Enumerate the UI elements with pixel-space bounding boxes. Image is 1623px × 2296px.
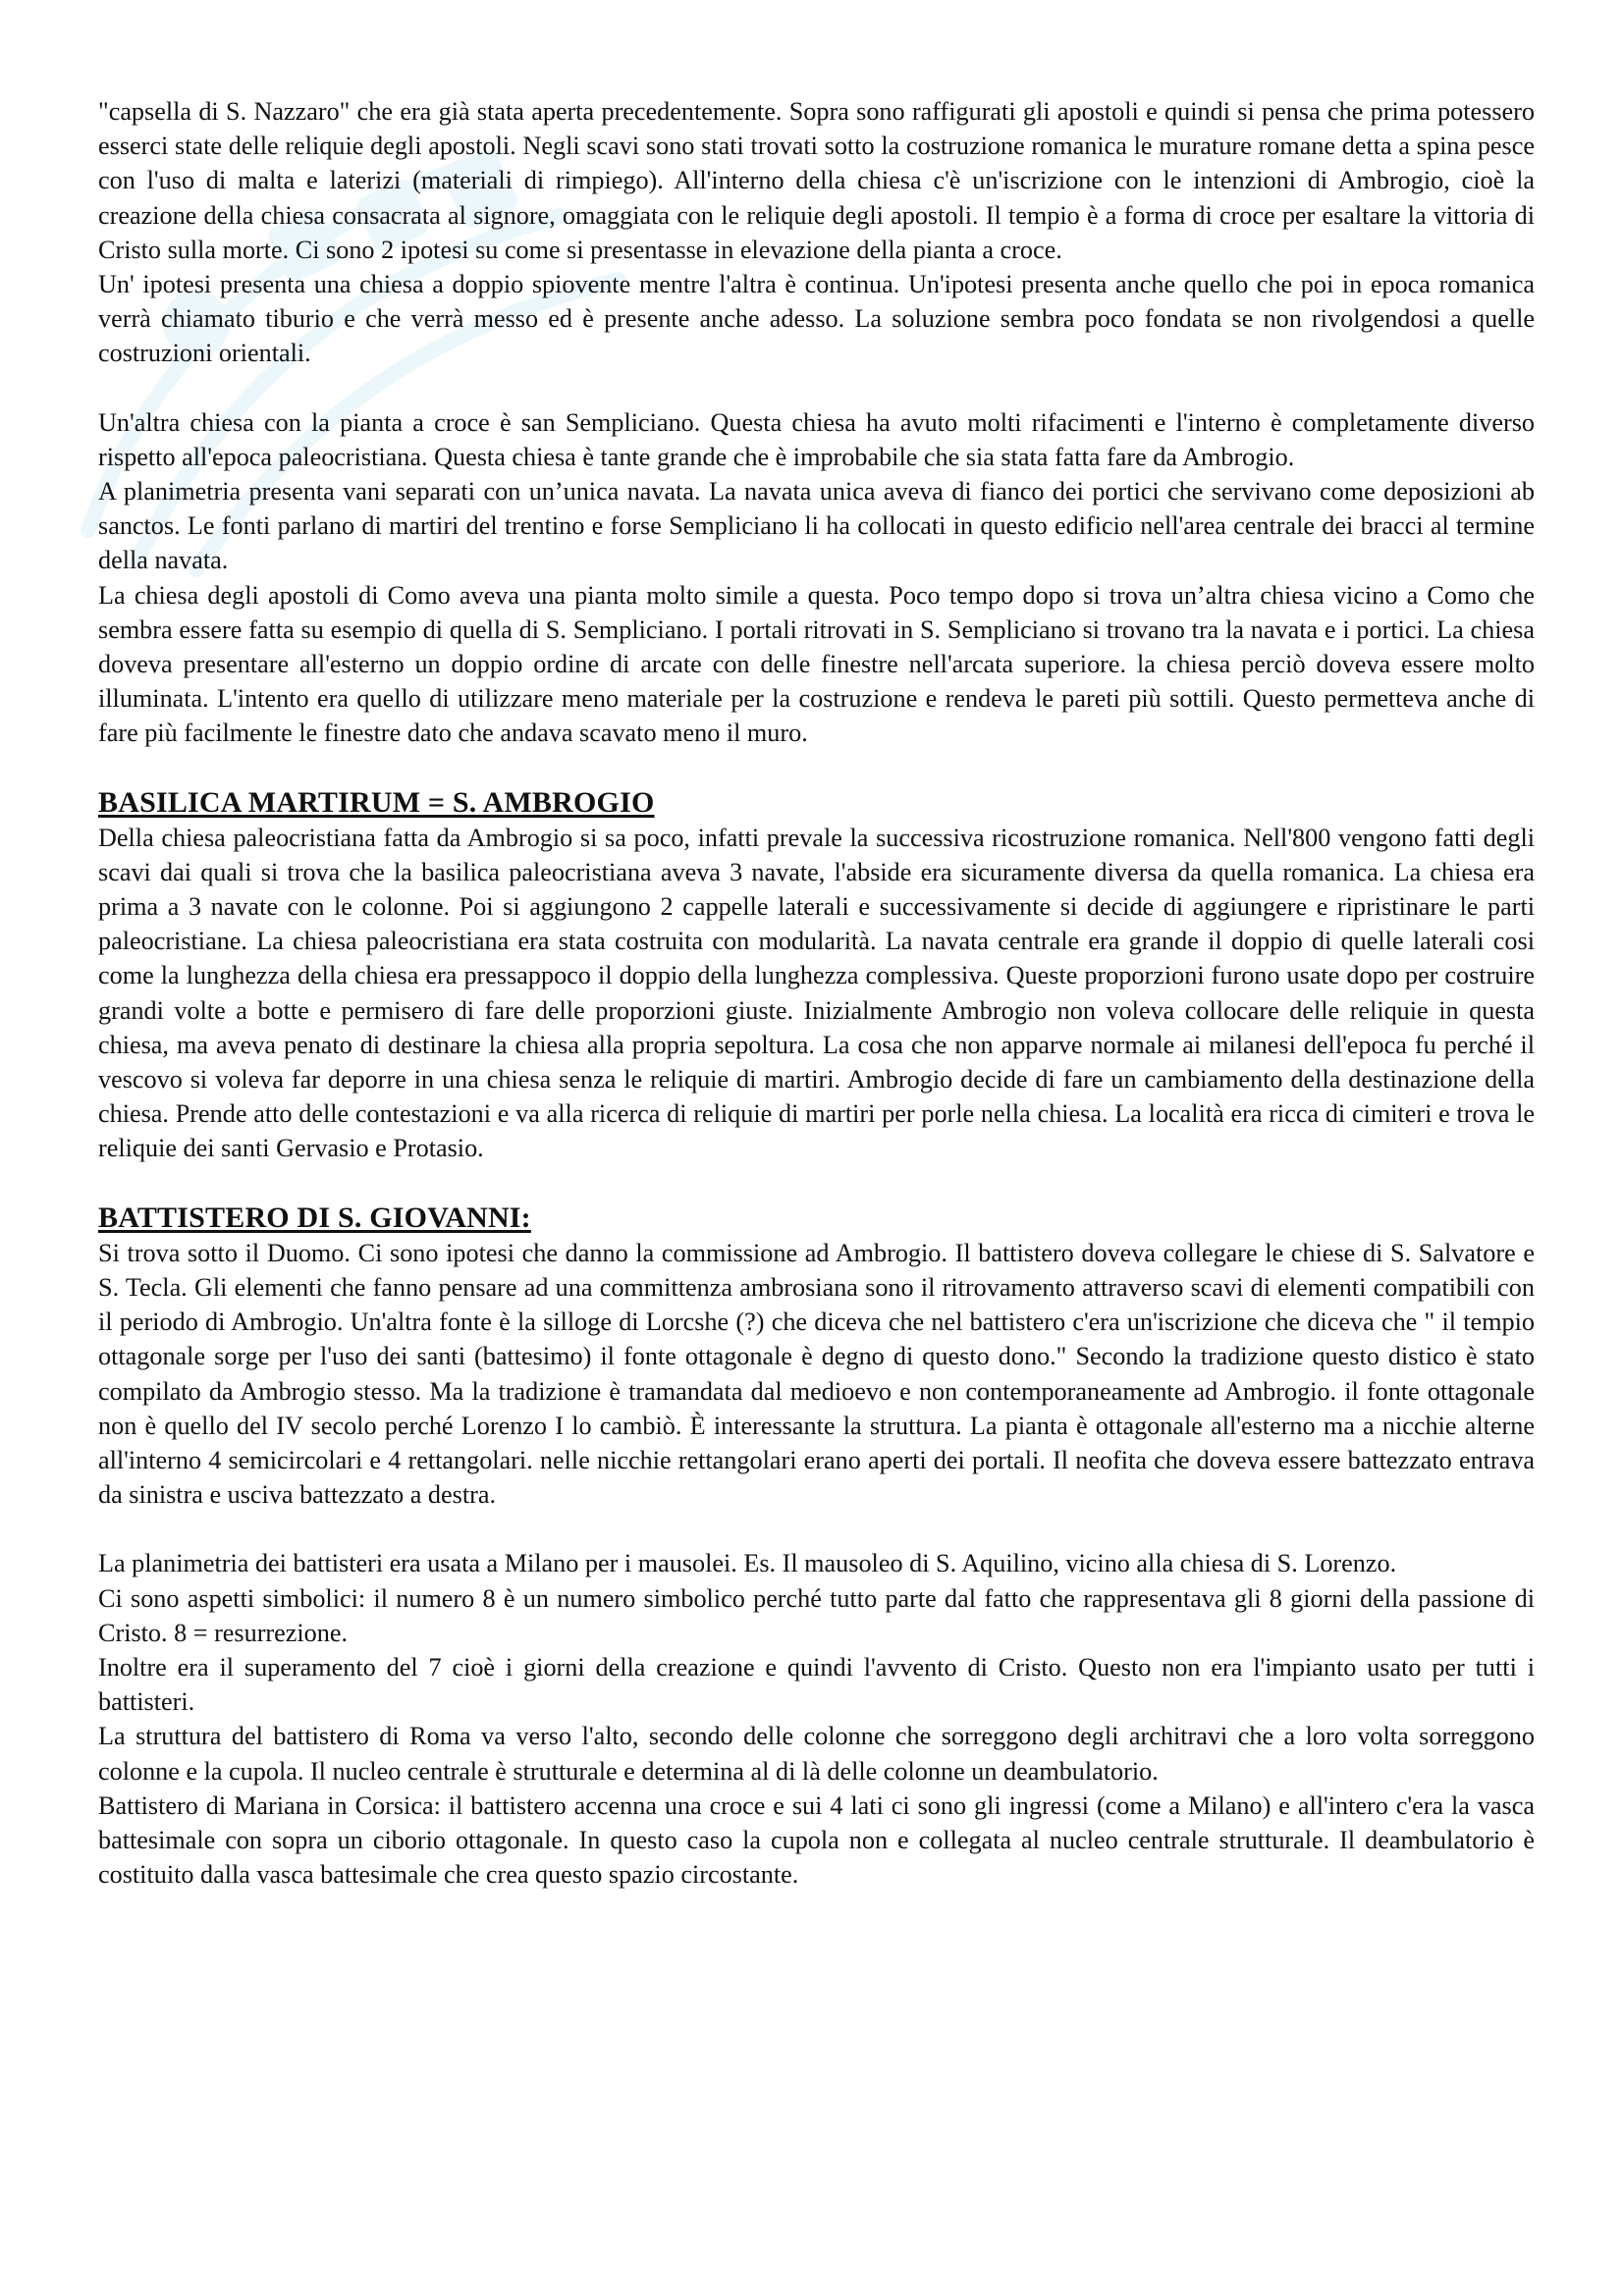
paragraph-gap: [98, 751, 1535, 785]
paragraph-planimetria: A planimetria presenta vani separati con un’unica navata. La navata unica aveva di fianco dei portici che servivano come deposizioni ab sanctos. Le fonti parlano di martiri del trentino e forse Sempliciano li ha collocati in questo edificio nell'area centrale dei bracci al termine della navata.: [98, 477, 1535, 575]
paragraph-battistero-roma: La struttura del battistero di Roma va verso l'alto, secondo delle colonne che sorreggono degli architravi che a loro volta sorreggono colonne e la cupola. Il nucleo centrale è strutturale e determina al di là delle colonne un deambulatorio.: [98, 1722, 1535, 1786]
paragraph-gap: [98, 1512, 1535, 1546]
section-heading-basilica-martirum: BASILICA MARTIRUM = S. AMBROGIO: [98, 785, 655, 819]
paragraph-battistero-mariana: Battistero di Mariana in Corsica: il battistero accenna una croce e sui 4 lati ci sono gli ingressi (come a Milano) e all'intero c'era la vasca battesimale con sopra un ciborio ottagonale. In questo caso la cupola non e collegata al nucleo centrale strutturale. Il deambulatorio è costituito dalla vasca battesimale che crea questo spazio circostante.: [98, 1790, 1535, 1890]
paragraph-gap: [98, 1166, 1535, 1201]
paragraph-simbolici: Ci sono aspetti simbolici: il numero 8 è un numero simbolico perché tutto parte dal fatto che rappresentava gli 8 giorni della passione di Cristo. 8 = resurrezione.: [98, 1583, 1535, 1647]
paragraph-gap: [98, 371, 1535, 405]
paragraph-capsella: "capsella di S. Nazzaro" che era già stata aperta precedentemente. Sopra sono raffigurati gli apostoli e quindi si pensa che prima potessero esserci state delle reliquie degli apostoli. Negli scavi sono stati trovati sotto la costruzione romanica le murature romane detta a spina pesce con l'uso di malta e laterizi (materiali di rimpiego). All'interno della chiesa c'è un'iscrizione con le intenzioni di Ambrogio, cioè la creazione della chiesa consacrata al signore, omaggiata con le reliquie degli apostoli. Il tempio è a forma di croce per esaltare la vittoria di Cristo sulla morte. Ci sono 2 ipotesi su come si presentasse in elevazione della pianta a croce.: [98, 97, 1535, 264]
paragraph-battistero: Si trova sotto il Duomo. Ci sono ipotesi che danno la commissione ad Ambrogio. Il battistero doveva collegare le chiese di S. Salvatore e S. Tecla. Gli elementi che fanno pensare ad una committenza ambrosiana sono il ritrovamento attraverso scavi di elementi compatibili con il periodo di Ambrogio. Un'altra fonte è la silloge di Lorcshe (?) che diceva che nel battistero c'era un'iscrizione che diceva che " il tempio ottagonale sorge per l'uso dei santi (battesimo) il fonte ottagonale è degno di questo dono." Secondo la tradizione questo distico è stato compilato da Ambrogio stesso. Ma la tradizione è tramandata dal medioevo e non contemporaneamente ad Ambrogio. il fonte ottagonale non è quello del IV secolo perché Lorenzo I lo cambiò. È interessante la struttura. La pianta è ottagonale all'esterno ma a nicchie alterne all'interno 4 semicircolari e 4 rettangolari. nelle nicchie rettangolari erano aperti dei portali. Il neofita che doveva essere battezzato entrava da sinistra e usciva battezzato a destra.: [98, 1238, 1535, 1510]
paragraph-mausolei: La planimetria dei battisteri era usata a Milano per i mausolei. Es. Il mausoleo di S. Aquilino, vicino alla chiesa di S. Lorenzo.: [98, 1549, 1397, 1578]
section-heading-battistero: BATTISTERO DI S. GIOVANNI:: [98, 1201, 531, 1234]
paragraph-ipotesi: Un' ipotesi presenta una chiesa a doppio spiovente mentre l'altra è continua. Un'ipotesi presenta anche quello che poi in epoca romanica verrà chiamato tiburio e che verrà messo ed è presente anche adesso. La soluzione sembra poco fondata se non rivolgendosi a quelle costruzioni orientali.: [98, 270, 1535, 368]
paragraph-san-sempliciano: Un'altra chiesa con la pianta a croce è san Sempliciano. Questa chiesa ha avuto molti rifacimenti e l'interno è completamente diverso rispetto all'epoca paleocristiana. Questa chiesa è tante grande che è improbabile che sia stata fatta fare da Ambrogio.: [98, 407, 1535, 471]
document-page: [98, 94, 1535, 1892]
paragraph-superamento: Inoltre era il superamento del 7 cioè i giorni della creazione e quindi l'avvento di Cristo. Questo non era l'impianto usato per tutti i battisteri.: [98, 1652, 1535, 1717]
paragraph-basilica-martirum: Della chiesa paleocristiana fatta da Ambrogio si sa poco, infatti prevale la successiva ricostruzione romanica. Nell'800 vengono fatti degli scavi dai quali si trova che la basilica paleocristiana aveva 3 navate, l'abside era sicuramente diversa da quella romanica. La chiesa era prima a 3 navate con le colonne. Poi si aggiungono 2 cappelle laterali e successivamente si decide di aggiungere e ripristinare le parti paleocristiane. La chiesa paleocristiana era stata costruita con modularità. La navata centrale era grande il doppio di quelle laterali cosi come la lunghezza della chiesa era pressappoco il doppio della lunghezza complessiva. Queste proporzioni furono usate dopo per costruire grandi volte a botte e permisero di fare delle proporzioni giuste. Inizialmente Ambrogio non voleva collocare delle reliquie in questa chiesa, ma aveva penato di destinare la chiesa alla propria sepoltura. La cosa che non apparve normale ai milanesi dell'epoca fu perché il vescovo si voleva far deporre in una chiesa senza le reliquie di martiri. Ambrogio decide di fare un cambiamento della destinazione della chiesa. Prende atto delle contestazioni e va alla ricerca di reliquie di martiri per porle nella chiesa. La località era ricca di cimiteri e trova le reliquie dei santi Gervasio e Protasio.: [98, 823, 1535, 1163]
paragraph-apostoli-como: La chiesa degli apostoli di Como aveva una pianta molto simile a questa. Poco tempo dopo si trova un’altra chiesa vicino a Como che sembra essere fatta su esempio di quella di S. Sempliciano. I portali ritrovati in S. Sempliciano si trovano tra la navata e i portici. La chiesa doveva presentare all'esterno un doppio ordine di arcate con delle finestre nell'arcata superiore. la chiesa perciò doveva essere molto illuminata. L'intento era quello di utilizzare meno materiale per la costruzione e rendeva le pareti più sottili. Questo permetteva anche di fare più facilmente le finestre dato che andava scavato meno il muro.: [98, 580, 1535, 748]
